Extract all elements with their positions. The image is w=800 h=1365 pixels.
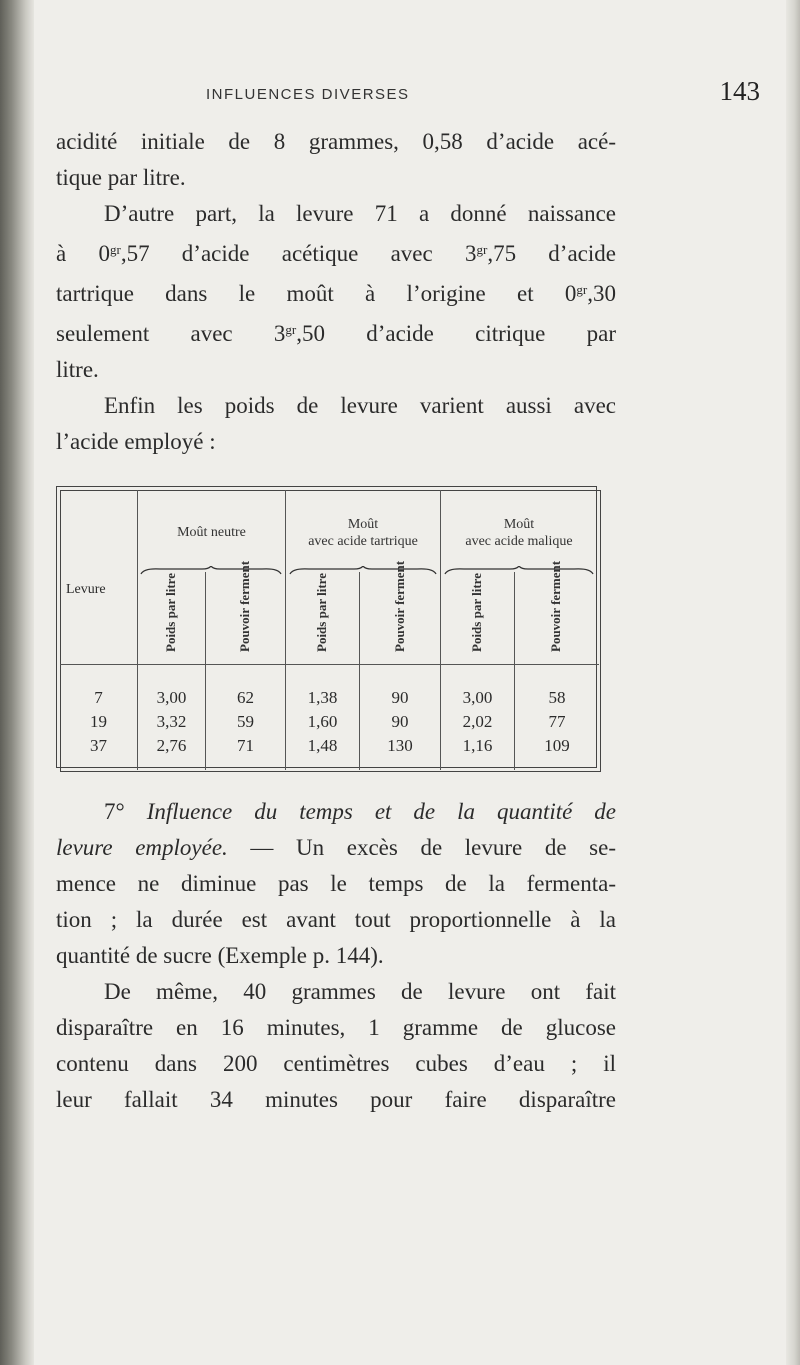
table-cell: 71 <box>237 736 254 755</box>
book-spine-shadow <box>0 0 34 1365</box>
subheader-poids-tartrique: Poids par litre <box>314 573 329 652</box>
paragraph-de-meme-line1: De même, 40 grammes de levure ont fait <box>104 979 616 1004</box>
subheader-pouvoir-malique: Pouvoir ferment <box>548 560 563 652</box>
paragraph-de-meme-line3: contenu dans 200 centimètres cubes d’eau ; il <box>56 1051 616 1076</box>
section-7-line3: mence ne diminue pas le temps de la fermenta- <box>56 871 616 896</box>
table-cell: 1,60 <box>307 712 338 731</box>
section-7-heading-line1: 7° Influence du temps et de la quantité de <box>104 799 617 824</box>
column-header-levure: Levure <box>66 582 106 597</box>
subheader-pouvoir-neutre: Pouvoir ferment <box>237 560 252 652</box>
running-title: INFLUENCES DIVERSES <box>206 86 410 103</box>
cell-levure-7: 7 <box>94 688 103 707</box>
cell-levure-37: 37 <box>90 736 107 755</box>
section-7-line5: quantité de sucre (Exemple p. 144). <box>56 943 384 968</box>
paragraph-levure-71-line5: litre. <box>56 357 99 382</box>
table-cell: 3,32 <box>156 712 187 731</box>
section-7-line4: tion ; la durée est avant tout proportionnelle à la <box>56 907 616 932</box>
table-cell: 3,00 <box>156 688 187 707</box>
group-header-neutre: Moût neutre <box>177 525 246 540</box>
header-rule <box>60 664 599 665</box>
paragraph-enfin-line1: Enfin les poids de levure varient aussi avec <box>104 393 616 418</box>
table-cell: 3,00 <box>462 688 493 707</box>
table-cell: 1,48 <box>307 736 338 755</box>
table-cell: 1,16 <box>462 736 493 755</box>
subheader-poids-malique: Poids par litre <box>469 573 484 652</box>
paragraph-continued: acidité initiale de 8 grammes, 0,58 d’acide acé- <box>56 129 616 154</box>
table-cell: 1,38 <box>307 688 338 707</box>
group-header-malique: Moût avec acide malique <box>465 517 573 549</box>
table-cell: 58 <box>548 688 566 707</box>
paragraph-levure-71-line3: tartrique dans le moût à l’origine et $0^{gr},30$ <box>56 281 616 306</box>
body-text-bottom <box>56 794 616 1118</box>
group-header-tartrique: Moût avec acide tartrique <box>308 517 418 549</box>
section-7-heading-line2: levure employée. — Un excès de levure de se- <box>56 835 616 860</box>
paragraph-levure-71-line1: D’autre part, la levure 71 a donné naissance <box>104 201 616 226</box>
data-table <box>56 486 601 770</box>
table-cell: 2,76 <box>156 736 187 755</box>
page-edge-shadow <box>786 0 800 1365</box>
paragraph-de-meme-line4: leur fallait 34 minutes pour faire disparaître <box>56 1087 616 1112</box>
subheader-poids-neutre: Poids par litre <box>163 573 178 652</box>
table-cell: 90 <box>391 688 409 707</box>
paragraph-de-meme-line2: disparaître en 16 minutes, 1 gramme de glucose <box>56 1015 616 1040</box>
cell-levure-19: 19 <box>90 712 107 731</box>
table-cell: 90 <box>391 712 409 731</box>
subheader-pouvoir-tartrique: Pouvoir ferment <box>392 560 407 652</box>
group-brace-malique <box>444 566 594 576</box>
table-cell: 109 <box>544 736 570 755</box>
group-brace-neutre <box>140 566 282 576</box>
table-cell: 130 <box>387 736 413 755</box>
group-brace-tartrique <box>289 566 437 576</box>
table-cell: 59 <box>237 712 254 731</box>
paragraph-enfin-line2: l’acide employé : <box>56 429 216 454</box>
paragraph-continued-end: tique par litre. <box>56 165 186 190</box>
table-cell: 77 <box>548 712 566 731</box>
page-number: 143 <box>719 76 760 106</box>
body-text-top <box>56 124 616 460</box>
paragraph-levure-71-line2: à $0^{gr},57$ d’acide acétique avec $3^{gr},75$ d’acide <box>56 241 616 266</box>
table-cell: 2,02 <box>462 712 493 731</box>
page-header <box>56 76 768 116</box>
paragraph-levure-71-line4: seulement avec $3^{gr},50$ d’acide citrique par <box>56 321 616 346</box>
table-cell: 62 <box>237 688 254 707</box>
